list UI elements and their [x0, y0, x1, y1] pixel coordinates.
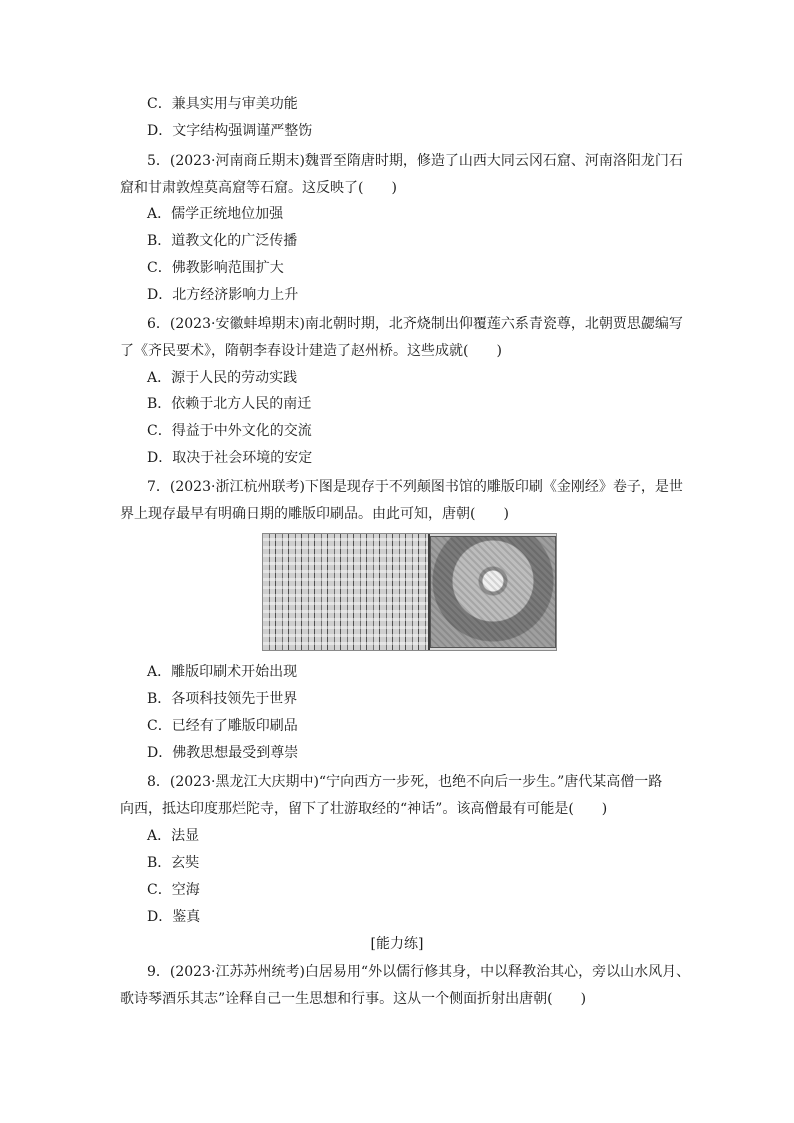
q7-option-a: A．雕版印刷术开始出现 — [147, 664, 298, 680]
q6-option-b: B．依赖于北方人民的南迁 — [147, 396, 312, 412]
q7-option-b: B．各项科技领先于世界 — [147, 691, 298, 707]
q6-stem: 6．(2023·安徽蚌埠期末)南北朝时期，北齐烧制出仰覆莲六系青瓷尊，北朝贾思勰编写 — [147, 316, 683, 332]
q5-option-b: B．道教文化的广泛传播 — [147, 233, 298, 249]
q5-option-d: D．北方经济影响力上升 — [147, 287, 299, 303]
q7-option-d: D．佛教思想最受到尊崇 — [147, 745, 299, 761]
q9-stem-cont: 歌诗琴酒乐其志”诠释自己一生思想和行事。这从一个侧面折射出唐朝( ) — [120, 991, 587, 1007]
q5-stem-cont: 窟和甘肃敦煌莫高窟等石窟。这反映了( ) — [120, 180, 397, 196]
q5-option-c: C．佛教影响范围扩大 — [147, 260, 284, 276]
q4-option-d: D．文字结构强调谨严整饬 — [147, 123, 313, 139]
q5-stem: 5．(2023·河南商丘期末)魏晋至隋唐时期，修造了山西大同云冈石窟、河南洛阳龙门石 — [147, 153, 683, 169]
scroll-illustration-panel — [430, 536, 556, 648]
q8-stem: 8．(2023·黑龙江大庆期中)“宁向西方一步死，也绝不向后一步生。”唐代某高僧一路 — [147, 774, 663, 790]
q7-stem: 7．(2023·浙江杭州联考)下图是现存于不列颠图书馆的雕版印刷《金刚经》卷子，是世 — [147, 479, 683, 495]
q8-option-d: D．鉴真 — [147, 909, 201, 925]
q8-option-a: A．法显 — [147, 828, 200, 844]
q6-option-d: D．取决于社会环境的安定 — [147, 450, 313, 466]
q8-option-c: C．空海 — [147, 882, 200, 898]
q5-option-a: A．儒学正统地位加强 — [147, 206, 284, 222]
q4-option-c: C．兼具实用与审美功能 — [147, 96, 298, 112]
q6-option-c: C．得益于中外文化的交流 — [147, 423, 312, 439]
scroll-text-panel — [263, 534, 428, 650]
section-title: [能力练] — [370, 936, 424, 952]
q6-stem-cont: 了《齐民要术》，隋朝李春设计建造了赵州桥。这些成就( ) — [120, 343, 502, 359]
q9-stem: 9．(2023·江苏苏州统考)白居易用“外以儒行修其身，中以释教治其心，旁以山水风月、 — [147, 964, 691, 980]
q7-stem-cont: 界上现存最早有明确日期的雕版印刷品。由此可知，唐朝( ) — [120, 506, 509, 522]
q7-option-c: C．已经有了雕版印刷品 — [147, 718, 298, 734]
q8-stem-cont: 向西，抵达印度那烂陀寺，留下了壮游取经的“神话”。该高僧最有可能是( ) — [120, 801, 608, 817]
q8-option-b: B．玄奘 — [147, 855, 200, 871]
diamond-sutra-scroll-image — [262, 533, 557, 651]
q6-option-a: A．源于人民的劳动实践 — [147, 370, 298, 386]
